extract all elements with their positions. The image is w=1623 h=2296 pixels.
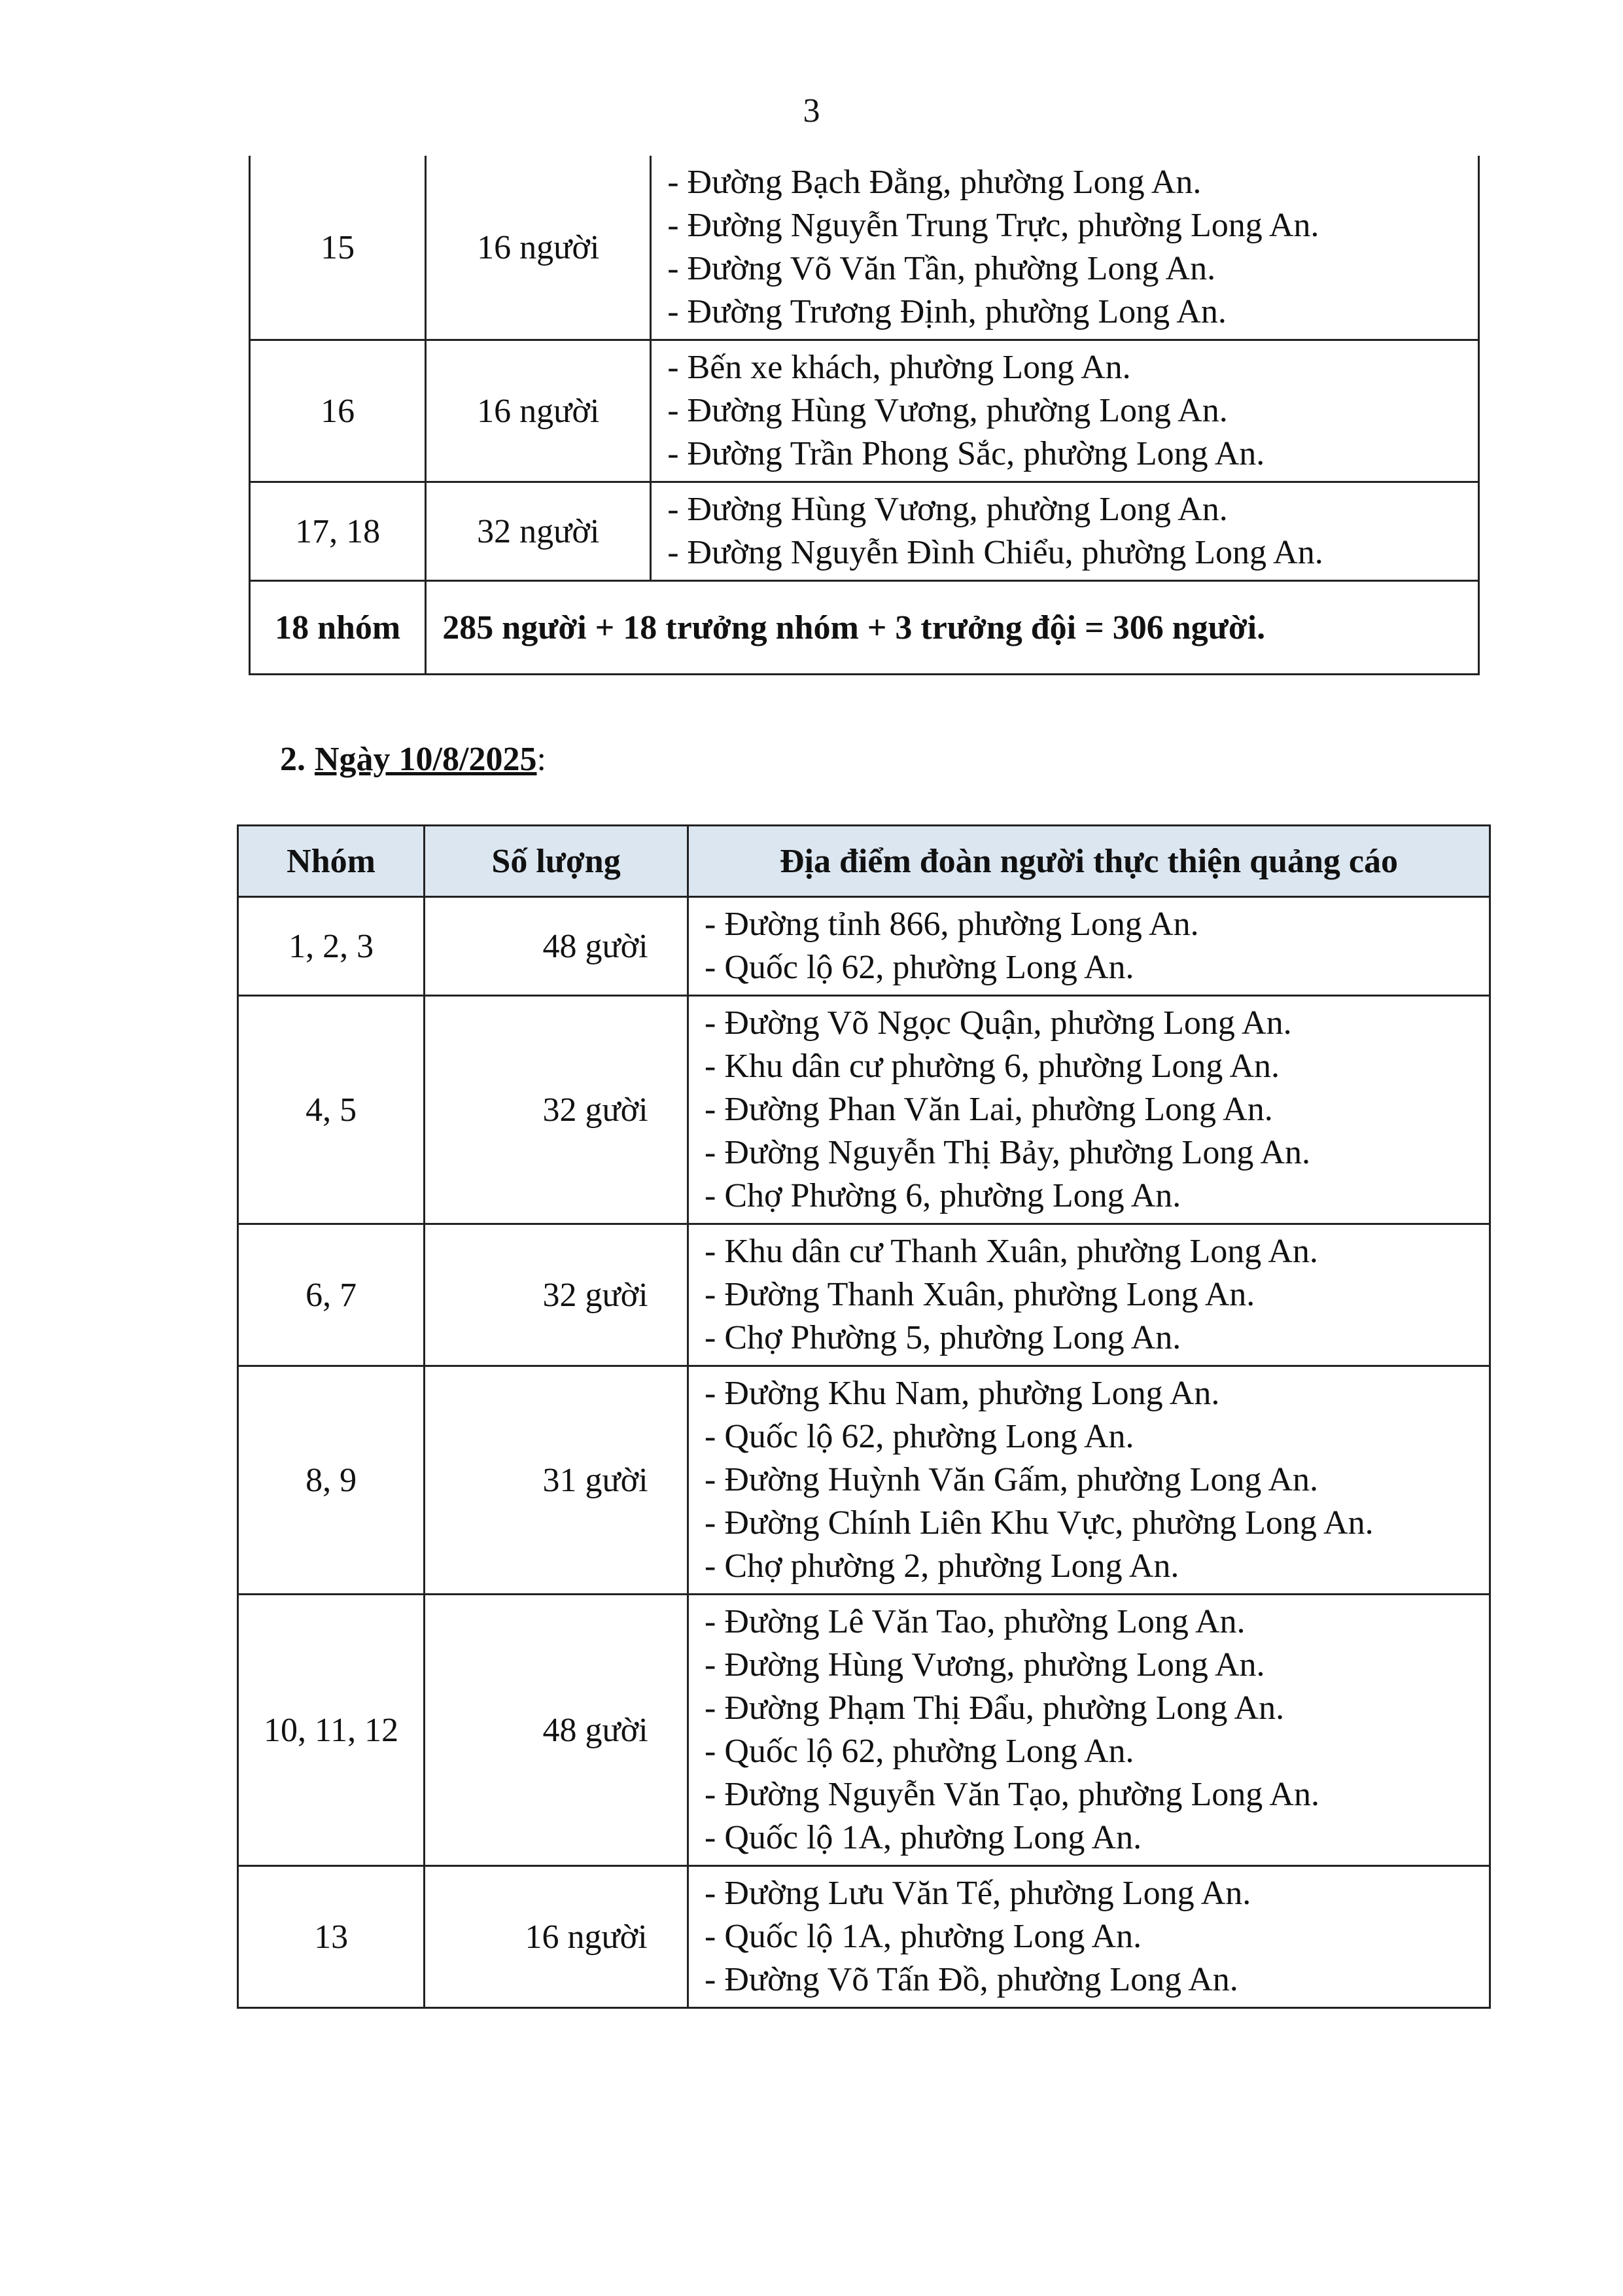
table-row — [250, 340, 1479, 482]
location-cell — [651, 340, 1479, 482]
location-line: - Đường Bạch Đằng, phường Long An. — [667, 164, 1202, 201]
section-heading — [280, 738, 546, 781]
location-line: - Đường Võ Tấn Đồ, phường Long An. — [705, 1961, 1238, 1998]
page-number: 3 — [803, 92, 820, 130]
group-cell: 16 — [250, 340, 426, 482]
group-cell: 17, 18 — [250, 482, 426, 581]
location-line: - Chợ Phường 6, phường Long An. — [705, 1177, 1181, 1214]
summary-groups: 18 nhóm — [250, 581, 426, 675]
location-line: - Đường Hùng Vương, phường Long An. — [705, 1646, 1265, 1684]
location-line: - Đường Hùng Vương, phường Long An. — [667, 392, 1228, 429]
quantity-text: 32 gười — [542, 1091, 648, 1129]
location-line: - Đường Thanh Xuân, phường Long An. — [705, 1276, 1255, 1313]
header-location: Địa điểm đoàn người thực thiện quảng cáo — [688, 826, 1490, 897]
location-line: - Đường Chính Liên Khu Vực, phường Long An. — [705, 1504, 1374, 1542]
location-line: - Đường tỉnh 866, phường Long An. — [705, 906, 1199, 943]
location-line: - Chợ Phường 5, phường Long An. — [705, 1319, 1181, 1356]
location-cell — [651, 482, 1479, 581]
table-row — [238, 1366, 1490, 1595]
quantity-text: 48 gười — [542, 927, 648, 965]
location-line: - Đường Phạm Thị Đẩu, phường Long An. — [705, 1689, 1285, 1727]
location-line: - Đường Nguyễn Trung Trực, phường Long An. — [667, 207, 1319, 244]
location-cell — [651, 156, 1479, 340]
table-row — [250, 482, 1479, 581]
location-line: - Quốc lộ 1A, phường Long An. — [705, 1918, 1142, 1955]
table-header-row — [238, 826, 1490, 897]
location-line: - Đường Trần Phong Sắc, phường Long An. — [667, 435, 1265, 472]
location-line: - Đường Huỳnh Văn Gấm, phường Long An. — [705, 1461, 1319, 1498]
quantity-cell — [425, 1366, 688, 1595]
location-line: - Đường Nguyễn Đình Chiểu, phường Long An. — [667, 534, 1323, 571]
location-line: - Quốc lộ 62, phường Long An. — [705, 1733, 1134, 1770]
section-number: 2. — [280, 741, 305, 778]
location-line: - Đường Võ Văn Tần, phường Long An. — [667, 250, 1216, 287]
quantity-cell — [425, 996, 688, 1224]
section-colon: : — [536, 741, 546, 778]
location-line: - Đường Lê Văn Tao, phường Long An. — [705, 1603, 1246, 1640]
location-line: - Bến xe khách, phường Long An. — [667, 349, 1131, 386]
location-line: - Đường Nguyễn Văn Tạo, phường Long An. — [705, 1776, 1319, 1813]
location-line: - Đường Khu Nam, phường Long An. — [705, 1375, 1220, 1412]
group-cell: 10, 11, 12 — [238, 1595, 425, 1866]
quantity-cell — [425, 1866, 688, 2008]
location-line: - Đường Lưu Văn Tế, phường Long An. — [705, 1875, 1251, 1912]
section-date: Ngày 10/8/2025 — [315, 741, 537, 778]
group-cell: 4, 5 — [238, 996, 425, 1224]
location-cell — [688, 1224, 1490, 1366]
quantity-cell: 32 người — [426, 482, 651, 581]
group-cell: 15 — [250, 156, 426, 340]
quantity-cell — [425, 1224, 688, 1366]
table-row — [238, 897, 1490, 996]
table-row — [238, 1595, 1490, 1866]
schedule-table-day2 — [237, 824, 1491, 2009]
quantity-cell: 16 người — [426, 340, 651, 482]
header-group: Nhóm — [238, 826, 425, 897]
location-cell — [688, 1866, 1490, 2008]
table-row — [250, 156, 1479, 340]
table-row — [238, 1866, 1490, 2008]
location-cell — [688, 1595, 1490, 1866]
table-row — [238, 1224, 1490, 1366]
group-cell: 8, 9 — [238, 1366, 425, 1595]
schedule-table-continued — [249, 156, 1480, 675]
location-line: - Khu dân cư phường 6, phường Long An. — [705, 1048, 1280, 1085]
location-cell — [688, 897, 1490, 996]
quantity-text: 31 gười — [542, 1461, 648, 1499]
quantity-cell — [425, 897, 688, 996]
location-line: - Đường Hùng Vương, phường Long An. — [667, 491, 1228, 528]
quantity-text: 32 gười — [542, 1276, 648, 1314]
quantity-text: 48 gười — [542, 1711, 648, 1749]
quantity-cell: 16 người — [426, 156, 651, 340]
location-line: - Quốc lộ 62, phường Long An. — [705, 949, 1134, 986]
summary-total: 285 người + 18 trưởng nhóm + 3 trưởng đội = 306 người. — [426, 581, 1479, 675]
header-quantity: Số lượng — [425, 826, 688, 897]
location-line: - Đường Trương Định, phường Long An. — [667, 293, 1227, 330]
location-line: - Đường Võ Ngọc Quận, phường Long An. — [705, 1004, 1292, 1042]
location-line: - Đường Nguyễn Thị Bảy, phường Long An. — [705, 1134, 1311, 1171]
location-line: - Khu dân cư Thanh Xuân, phường Long An. — [705, 1233, 1318, 1270]
location-line: - Chợ phường 2, phường Long An. — [705, 1547, 1179, 1585]
quantity-text: 16 người — [525, 1918, 648, 1956]
table-row — [238, 996, 1490, 1224]
location-cell — [688, 1366, 1490, 1595]
group-cell: 1, 2, 3 — [238, 897, 425, 996]
group-cell: 13 — [238, 1866, 425, 2008]
location-line: - Quốc lộ 1A, phường Long An. — [705, 1819, 1142, 1856]
location-line: - Quốc lộ 62, phường Long An. — [705, 1418, 1134, 1455]
location-cell — [688, 996, 1490, 1224]
quantity-cell — [425, 1595, 688, 1866]
location-line: - Đường Phan Văn Lai, phường Long An. — [705, 1091, 1273, 1128]
group-cell: 6, 7 — [238, 1224, 425, 1366]
summary-row — [250, 581, 1479, 675]
